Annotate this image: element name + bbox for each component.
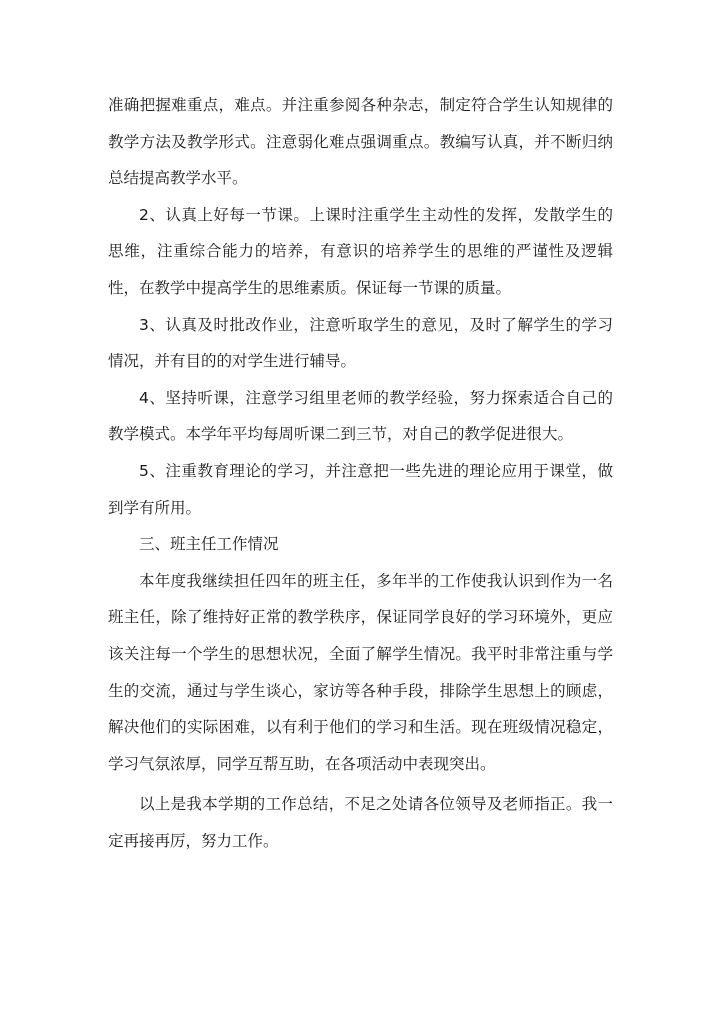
document-body	[108, 87, 613, 859]
paragraph-item-4: 4、坚持听课，注意学习组里老师的教学经验，努力探索适合自己的教学模式。本学年平均每周听课二到三节，对自己的教学促进很大。	[108, 388, 613, 444]
paragraph-class-teacher-work: 本年度我继续担任四年的班主任，多年半的工作使我认识到作为一名班主任，除了维持好正常的教学秩序，保证同学良好的学习环境外，更应该关注每一个学生的思想状况，全面了解学生情况。我平时非常注重与学生的交流，通过与学生谈心，家访等各种手段，排除学生思想上的顾虑，解决他们的实际困难，以有利于他们的学习和生活。现在班级情况稳定，学习气氛浓厚，同学互帮互助，在各项活动中表现突出。	[108, 571, 613, 773]
section-heading-class-teacher: 三、班主任工作情况	[139, 535, 279, 554]
paragraph-conclusion: 以上是我本学期的工作总结，不足之处请各位领导及老师指正。我一定再接再厉，努力工作。	[108, 795, 613, 850]
paragraph-item-2: 2、认真上好每一节课。上课时注重学生主动性的发挥，发散学生的思维，注重综合能力的培养，有意识的培养学生的思维的严谨性及逻辑性，在教学中提高学生的思维素质。保证每一节课的质量。	[108, 205, 613, 297]
paragraph-item-3: 3、认真及时批改作业，注意听取学生的意见，及时了解学生的学习情况，并有目的的对学生进行辅导。	[108, 315, 613, 371]
paragraph-item-5: 5、注重教育理论的学习，并注意把一些先进的理论应用于课堂，做到学有所用。	[108, 461, 613, 517]
paragraph-continuation: 准确把握难重点，难点。并注重参阅各种杂志，制定符合学生认知规律的教学方法及教学形式。注意弱化难点强调重点。教编写认真，并不断归纳总结提高教学水平。	[108, 96, 613, 188]
